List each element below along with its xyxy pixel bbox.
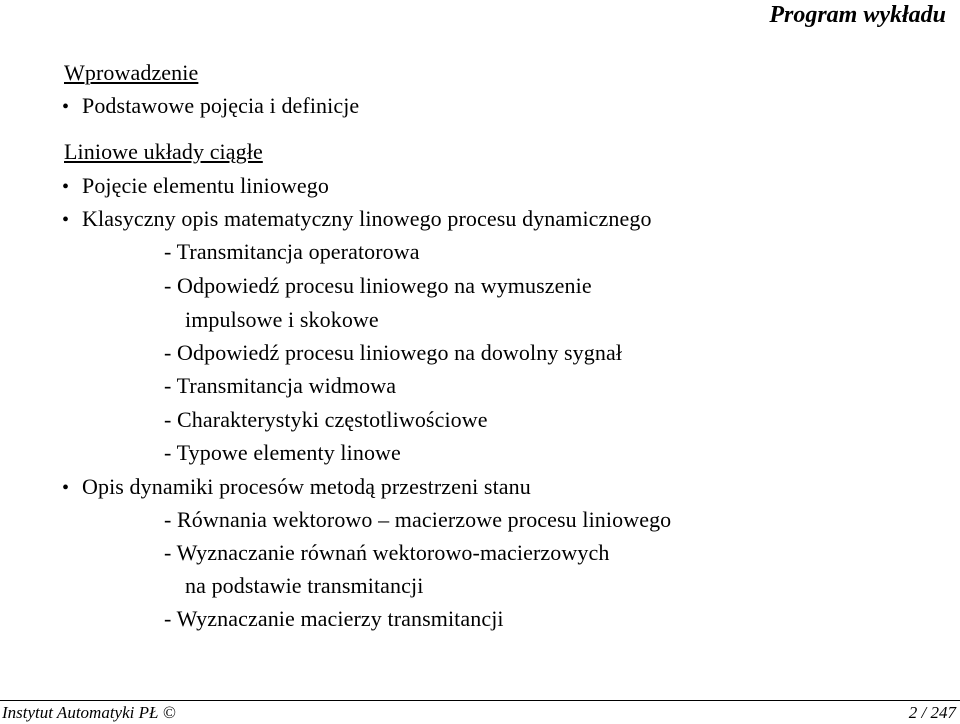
page-number: 2 / 247 [908, 703, 956, 722]
list-item-text: Klasyczny opis matematyczny linowego procesu dynamicznego [82, 206, 652, 231]
sub-item: - Charakterystyki częstotliwościowe [164, 407, 488, 432]
bullet-icon: • [62, 209, 70, 231]
bullet-icon: • [62, 96, 70, 118]
sub-item-continuation: na podstawie transmitancji [185, 573, 424, 598]
sub-item: - Transmitancja widmowa [164, 373, 397, 398]
list-item-text: Pojęcie elementu liniowego [82, 173, 329, 198]
footer-divider [0, 700, 960, 701]
list-item [62, 174, 329, 199]
sub-item: - Równania wektorowo – macierzowe procesu liniowego [164, 507, 672, 532]
slide-title: Program wykładu [769, 2, 946, 28]
section-heading-intro: Wprowadzenie [64, 60, 199, 85]
bullet-icon: • [62, 477, 70, 499]
sub-item: - Wyznaczanie równań wektorowo-macierzowych [164, 540, 610, 565]
sub-item: - Transmitancja operatorowa [164, 239, 420, 264]
section-heading-linear: Liniowe układy ciągłe [64, 139, 263, 164]
bullet-icon: • [62, 176, 70, 198]
list-item [62, 94, 359, 119]
sub-item: - Odpowiedź procesu liniowego na wymuszenie [164, 273, 592, 298]
list-item [62, 475, 531, 500]
list-item-text: Opis dynamiki procesów metodą przestrzeni stanu [82, 474, 531, 499]
sub-item-continuation: impulsowe i skokowe [185, 307, 379, 332]
list-item-text: Podstawowe pojęcia i definicje [82, 93, 360, 118]
sub-item: - Wyznaczanie macierzy transmitancji [164, 606, 504, 631]
sub-item: - Odpowiedź procesu liniowego na dowolny sygnał [164, 340, 623, 365]
footer-institute: Instytut Automatyki PŁ © [2, 703, 176, 722]
sub-item: - Typowe elementy linowe [164, 440, 401, 465]
list-item [62, 207, 652, 232]
